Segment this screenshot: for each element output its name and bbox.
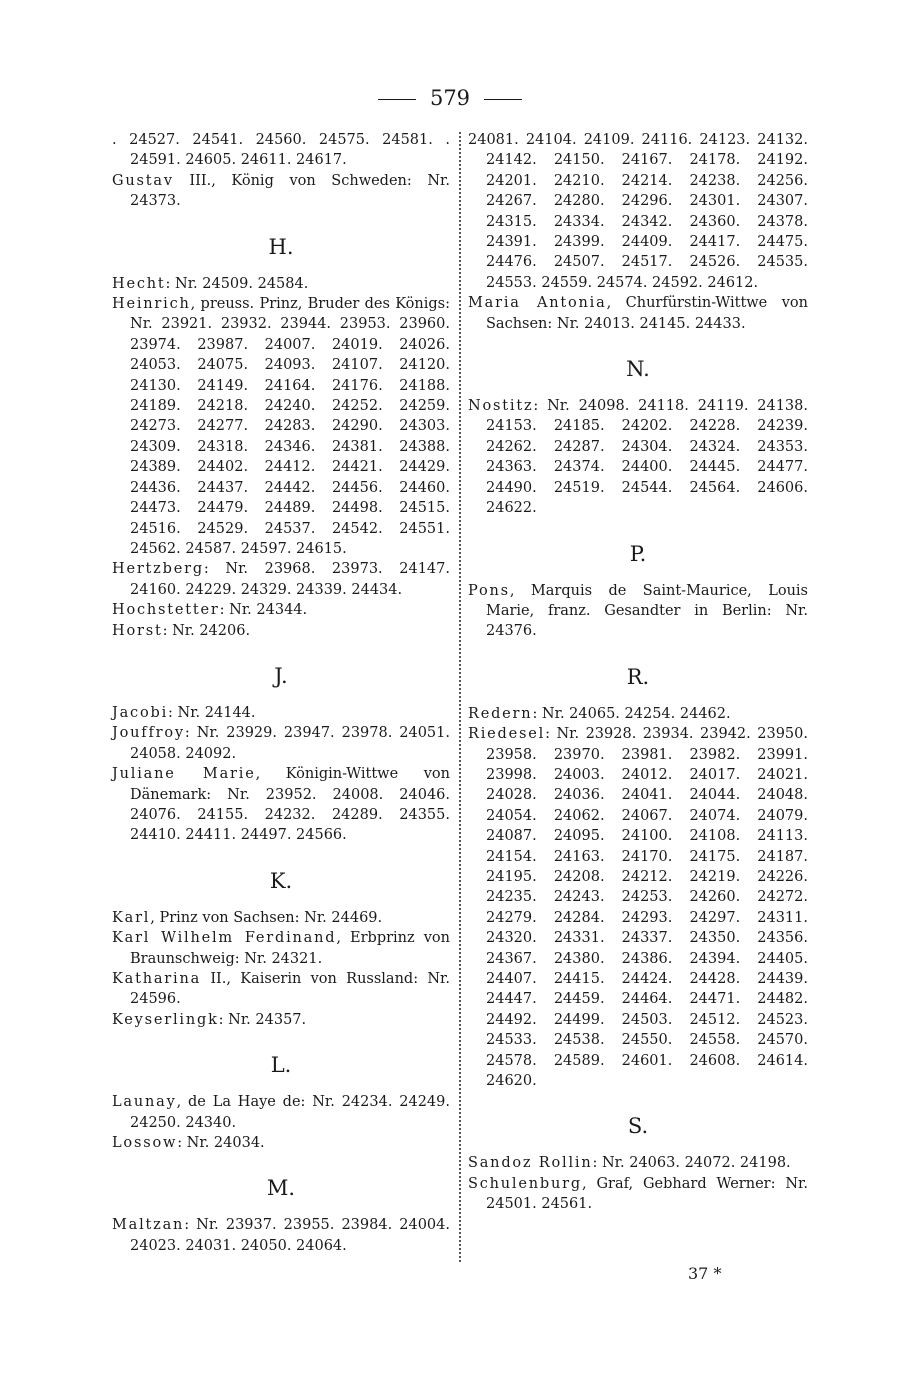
page-number xyxy=(0,86,900,110)
entry-references: II., Kaiserin von Russland: Nr. 24596. xyxy=(130,971,450,1008)
section-letter: M. xyxy=(266,1176,296,1201)
entry-references: : Nr. 24206. xyxy=(162,622,251,639)
entry-name: Heinrich xyxy=(112,296,191,313)
entry-references: : Nr. 23929. 23947. 23978. 24051. 24058. 24092. xyxy=(130,725,450,762)
index-entry xyxy=(112,294,450,559)
entry-name: Maltzan xyxy=(112,1217,185,1234)
entry-name: Juliane Marie xyxy=(112,766,256,783)
entry-references: : Nr. 24098. 24118. 24119. 24138. 24153. 24185. 24202. 24228. 24239. 24262. 24287. 24304. 24324. 24353. 24363. 24374. 24400. 24445. 24477. 24490. 24519. 24544. 24564. 24606. 24622. xyxy=(486,398,808,517)
index-entry xyxy=(468,396,808,518)
signature-mark: 37 * xyxy=(688,1264,722,1283)
index-entry xyxy=(112,1133,450,1153)
entry-name: Schulenburg xyxy=(468,1175,582,1192)
entry-name: Hertzberg xyxy=(112,561,204,578)
entry-name: Gustav xyxy=(112,172,174,189)
index-entry xyxy=(468,293,808,334)
index-entry xyxy=(112,274,450,294)
entry-references: : Nr. 24034. xyxy=(177,1135,265,1152)
section-letter: H. xyxy=(268,234,294,259)
index-entry xyxy=(468,704,808,724)
entry-name: Lossow xyxy=(112,1135,178,1152)
index-entry xyxy=(468,581,808,642)
section-letter: R. xyxy=(626,664,650,689)
entry-references: : Nr. 24063. 24072. 24198. xyxy=(592,1155,791,1172)
index-entry xyxy=(112,723,450,764)
left-column xyxy=(112,130,450,1256)
index-entry xyxy=(112,764,450,846)
column-divider xyxy=(459,132,461,1262)
entry-name: Katharina xyxy=(112,971,202,987)
entry-references: , Erbprinz von Braunschweig: Nr. 24321. xyxy=(130,930,450,967)
index-entry xyxy=(112,600,450,620)
entry-references: , Königin-Wittwe von Dänemark: Nr. 23952. 24008. 24046. 24076. 24155. 24232. 24289. 24355. 24410. 24411. 24497. 24566. xyxy=(130,766,450,844)
index-entry xyxy=(112,130,450,171)
entry-name: Keyserlingk xyxy=(112,1011,219,1028)
entry-name: Launay xyxy=(112,1094,177,1111)
index-entry xyxy=(112,1010,450,1030)
entry-name: Pons xyxy=(468,582,510,599)
entry-references: : Nr. 24144. xyxy=(168,704,256,721)
entry-name: Riedesel xyxy=(468,726,546,743)
section-letter: K. xyxy=(269,868,293,893)
index-entry xyxy=(112,559,450,600)
entry-name: Redern xyxy=(468,705,533,722)
index-entry xyxy=(468,1153,808,1173)
index-entry xyxy=(112,621,450,641)
index-entry xyxy=(468,130,808,293)
entry-name: Sandoz Rollin xyxy=(468,1155,593,1172)
section-letter: P. xyxy=(629,541,647,566)
entry-references: III., König von Schweden: Nr. 24373. xyxy=(130,172,450,210)
section-letter: N. xyxy=(626,357,650,382)
entry-references: , Prinz von Sachsen: Nr. 24469. xyxy=(150,909,383,926)
entry-name: Nostitz xyxy=(468,398,534,415)
entry-references: , Graf, Gebhard Werner: Nr. 24501. 24561. xyxy=(486,1175,808,1213)
index-entry xyxy=(468,724,808,1091)
entry-name: Horst xyxy=(112,622,163,639)
right-rule xyxy=(484,99,522,100)
entry-references: . 24527. 24541. 24560. 24575. 24581. . 24591. 24605. 24611. 24617. xyxy=(112,132,450,169)
index-entry xyxy=(112,928,450,969)
entry-references: : Nr. 24065. 24254. 24462. xyxy=(532,705,731,722)
entry-references: : Nr. 23968. 23973. 24147. 24160. 24229. 24329. 24339. 24434. xyxy=(130,561,450,598)
index-entry xyxy=(112,908,450,928)
index-entry xyxy=(112,1215,450,1256)
entry-name: Hochstetter xyxy=(112,602,220,619)
section-letter: J. xyxy=(274,663,288,688)
section-letter: S. xyxy=(627,1114,649,1139)
index-entry xyxy=(468,1174,808,1215)
entry-references: , Marquis de Saint-Maurice, Louis Marie, franz. Gesandter in Berlin: Nr. 24376. xyxy=(486,582,808,640)
entry-name: Karl xyxy=(112,909,151,926)
entry-name: Jacobi xyxy=(112,704,169,721)
entry-references: : Nr. 24344. xyxy=(219,602,308,619)
entry-references: : Nr. 23928. 23934. 23942. 23950. 23958. 23970. 23981. 23982. 23991. 23998. 24003. 24012. 24017. 24021. 24028. 24036. 24041. 24044. 24048. 24054. 24062. 24067. 24074. 24079. 24087. 24095. 24100. 24108. 24113. 24154. 24163. 24170. 24175. 24187. 24195. 24208. 24212. 24219. 24226. 24235. 24243. 24253. 24260. 24272. 24279. 24284. 24293. 24297. 24311. 24320. 24331. 24337. 24350. 24356. 24367. 24380. 24386. 24394. 24405. 24407. 24415. 24424. 24428. 24439. 24447. 24459. 24464. 24471. 24482. 24492. 24499. 24503. 24512. 24523. 24533. 24538. 24550. 24558. 24570. 24578. 24589. 24601. 24608. 24614. 24620. xyxy=(486,726,808,1090)
section-letter: L. xyxy=(270,1053,292,1078)
entry-references: , de La Haye de: Nr. 24234. 24249. 24250. 24340. xyxy=(130,1094,450,1131)
entry-references: : Nr. 23937. 23955. 23984. 24004. 24023. 24031. 24050. 24064. xyxy=(130,1217,450,1254)
entry-references: , preuss. Prinz, Bruder des Königs: Nr. 23921. 23932. 23944. 23953. 23960. 23974. 23987. 24007. 24019. 24026. 24053. 24075. 24093. 24107. 24120. 24130. 24149. 24164. 24176. 24188. 24189. 24218. 24240. 24252. 24259. 24273. 24277. 24283. 24290. 24303. 24309. 24318. 24346. 24381. 24388. 24389. 24402. 24412. 24421. 24429. 24436. 24437. 24442. 24456. 24460. 24473. 24479. 24489. 24498. 24515. 24516. 24529. 24537. 24542. 24551. 24562. 24587. 24597. 24615. xyxy=(130,296,450,557)
index-entry xyxy=(112,969,450,1010)
left-rule xyxy=(378,99,416,100)
entry-references: , Churfürstin-Wittwe von Sachsen: Nr. 24013. 24145. 24433. xyxy=(486,295,808,332)
index-entry xyxy=(112,703,450,723)
index-entry xyxy=(112,1092,450,1133)
entry-name: Maria Antonia xyxy=(468,295,607,312)
index-entry xyxy=(112,171,450,212)
entry-name: Hecht xyxy=(112,275,166,292)
entry-references: 24081. 24104. 24109. 24116. 24123. 24132. 24142. 24150. 24167. 24178. 24192. 24201. 24210. 24214. 24238. 24256. 24267. 24280. 24296. 24301. 24307. 24315. 24334. 24342. 24360. 24378. 24391. 24399. 24409. 24417. 24475. 24476. 24507. 24517. 24526. 24535. 24553. 24559. 24574. 24592. 24612. xyxy=(468,132,808,291)
entry-name: Jouffroy xyxy=(112,725,185,742)
page-number-text: 579 xyxy=(429,86,471,110)
entry-name: Karl Wilhelm Ferdinand xyxy=(112,930,337,947)
entry-references: : Nr. 24357. xyxy=(218,1011,307,1028)
right-column xyxy=(468,130,808,1215)
entry-references: : Nr. 24509. 24584. xyxy=(165,275,309,292)
